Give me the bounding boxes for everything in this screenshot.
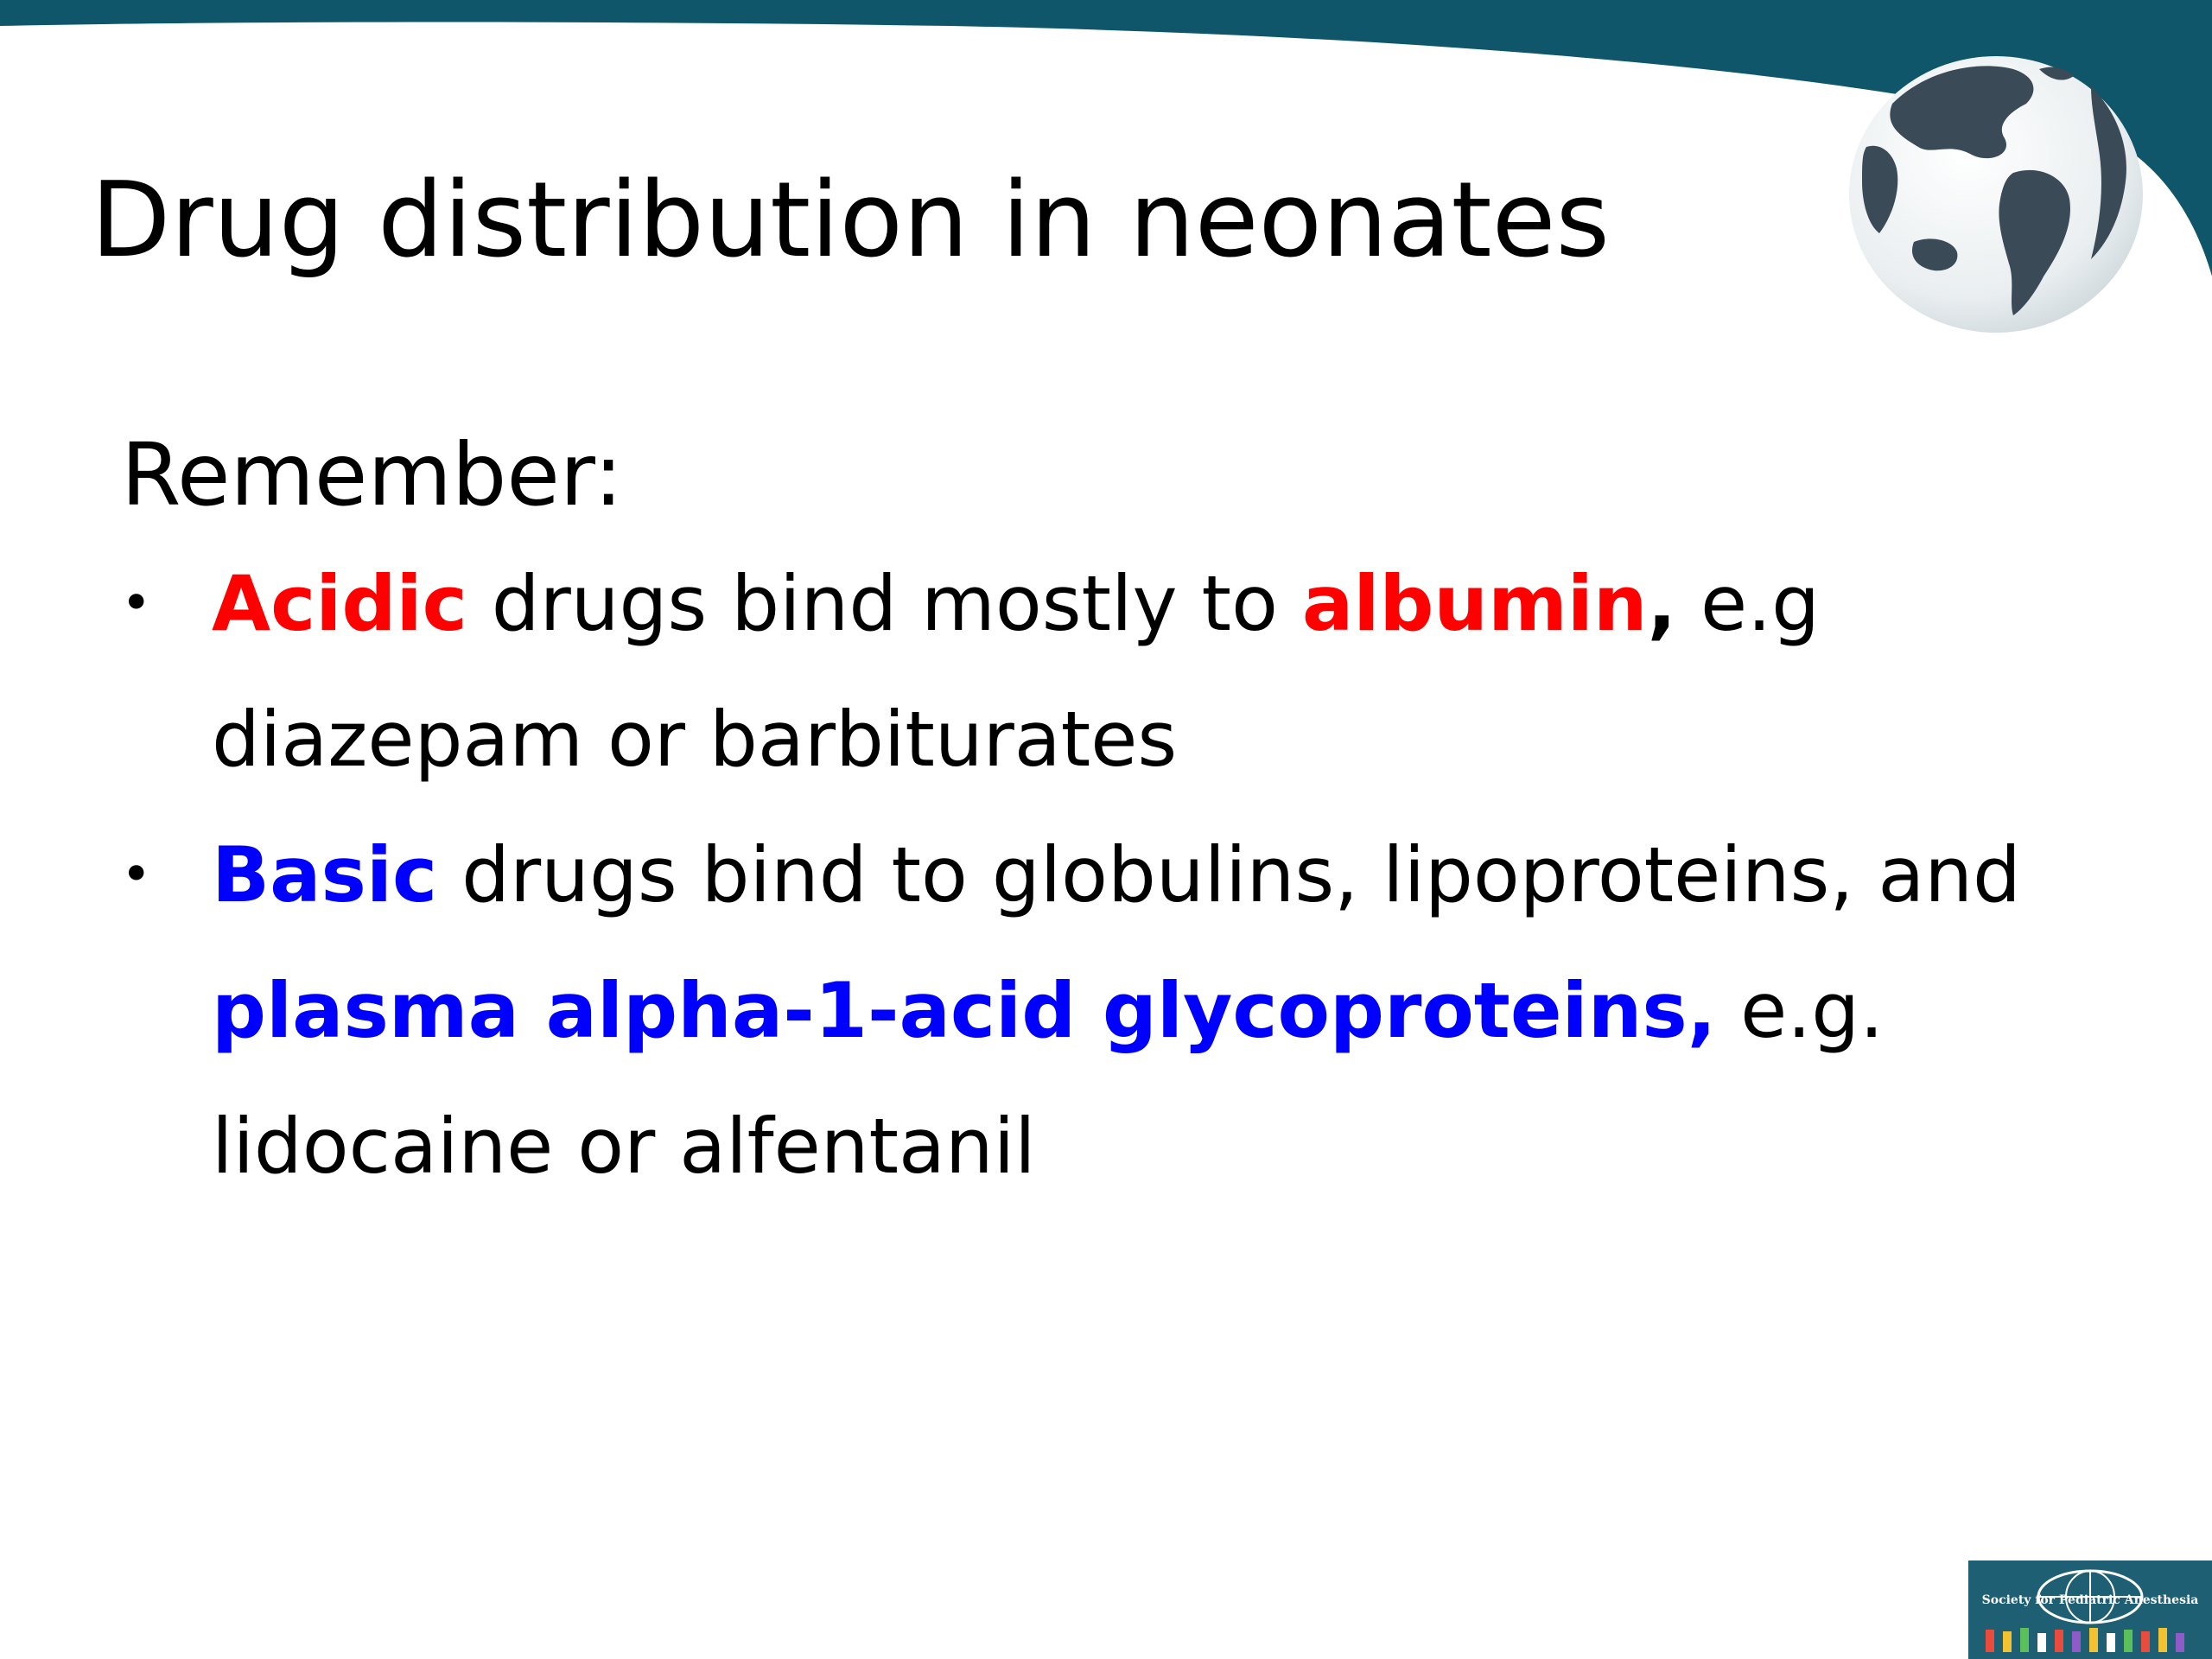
bullet-marker: • bbox=[121, 844, 152, 905]
slide-title: Drug distribution in neonates bbox=[91, 161, 1610, 281]
bullet-list bbox=[121, 536, 2108, 1214]
basic-text: drugs bind to globulins, lipoproteins, and bbox=[437, 830, 2021, 919]
bullet-basic bbox=[121, 807, 2108, 1214]
basic-examples: e.g. lidocaine or alfentanil bbox=[212, 966, 1885, 1191]
slide-body bbox=[121, 423, 2108, 1214]
albumin-comma: , bbox=[1647, 559, 1677, 648]
svg-text:Society for Pediatric Anesthes: Society for Pediatric Anesthesia bbox=[1981, 1593, 2199, 1607]
intro-text: Remember: bbox=[121, 424, 623, 525]
bullet-acidic bbox=[121, 536, 2108, 807]
basic-term: Basic bbox=[212, 830, 438, 919]
albumin-term: albumin bbox=[1301, 559, 1648, 648]
acidic-text: drugs bind mostly to bbox=[467, 559, 1302, 648]
glycoprotein-term: plasma alpha-1-acid glycoproteins, bbox=[212, 966, 1717, 1055]
bullet-marker: • bbox=[121, 573, 152, 633]
acidic-term: Acidic bbox=[212, 559, 467, 648]
society-logo-icon bbox=[1968, 1560, 2212, 1659]
globe-icon bbox=[1832, 52, 2160, 337]
acidic-examples: e.g diazepam or barbiturates bbox=[212, 559, 1820, 784]
